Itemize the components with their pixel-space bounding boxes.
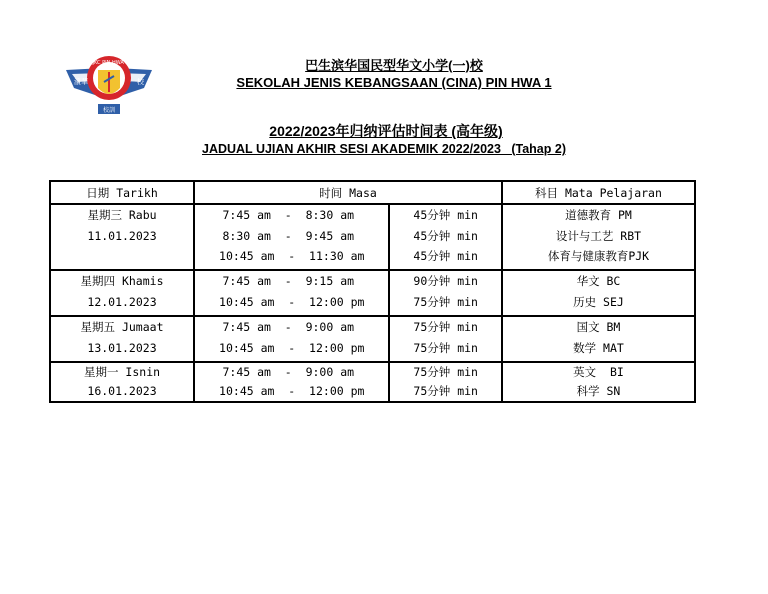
duration: 45分钟 min [413,249,478,263]
subject-cell [502,362,695,402]
day-label: 星期五 Jumaat [80,320,164,334]
day-date-cell [50,316,194,362]
header-date: 日期 Tarikh [50,181,194,204]
duration-cell [389,204,501,270]
time-slot: 7:45 am - 9:15 am [222,274,361,288]
duration: 75分钟 min [413,320,478,334]
table-header-row [50,181,695,204]
duration: 75分钟 min [413,383,478,398]
header-subject: 科目 Mata Pelajaran [502,181,695,204]
subject: 华文 BC [576,274,621,288]
school-name-chinese: 巴生滨华国民型华文小学(一)校 [305,58,483,73]
time-slot: 7:45 am - 9:00 am [222,320,361,334]
subject: 国文 BM [576,320,621,334]
time-slot: 10:45 am - 12:00 pm [219,294,365,309]
date-label: 12.01.2023 [87,294,157,309]
logo-left-text: 濱華 [74,78,88,86]
exam-schedule-table [49,180,696,403]
table-row [50,204,695,270]
subject: 设计与工艺 RBT [555,228,642,243]
time-cell [194,362,389,402]
logo-banner-text: 校訓 [102,107,116,114]
time-cell [194,316,389,362]
header-time: 时间 Masa [194,181,502,204]
time-slot: 7:45 am - 9:00 am [222,365,361,379]
subject: 道德教育 PM [565,208,632,222]
duration-cell [389,270,501,316]
subject: 数学 MAT [573,340,624,355]
day-date-cell [50,270,194,316]
subject-cell [502,270,695,316]
date-label: 16.01.2023 [87,383,157,398]
time-cell [194,204,389,270]
day-date-cell [50,362,194,402]
duration: 75分钟 min [413,340,478,355]
time-slot: 10:45 am - 12:00 pm [219,340,365,355]
time-slot: 10:45 am - 11:30 am [219,249,365,263]
day-label: 星期一 Isnin [84,365,161,379]
table-row [50,316,695,362]
duration: 75分钟 min [413,294,478,309]
time-slot: 8:30 am - 9:45 am [222,228,361,243]
duration-cell [389,316,501,362]
logo-ring-text: SJKC PIN HWA 1 [89,60,129,66]
subject: 英文 BI [573,365,624,379]
subject: 体育与健康教育PJK [547,249,650,263]
duration: 45分钟 min [413,208,478,222]
duration: 45分钟 min [413,228,478,243]
subject-cell [502,316,695,362]
duration: 90分钟 min [413,274,478,288]
table-row [50,270,695,316]
logo-right-text: 一校 [130,78,144,86]
day-label: 星期三 Rabu [87,208,157,222]
duration: 75分钟 min [413,365,478,379]
table-row [50,362,695,402]
time-slot: 7:45 am - 8:30 am [222,208,361,222]
day-date-cell [50,204,194,270]
time-cell [194,270,389,316]
subject-cell [502,204,695,270]
document-title-chinese: 2022/2023年归纳评估时间表 (高年级) [269,123,503,139]
subject: 科学 SN [576,383,621,398]
time-slot: 10:45 am - 12:00 pm [219,383,365,398]
duration-cell [389,362,501,402]
school-name-malay: SEKOLAH JENIS KEBANGSAAN (CINA) PIN HWA 1 [236,75,552,90]
date-label: 13.01.2023 [87,340,157,355]
subject: 历史 SEJ [573,294,624,309]
day-label: 星期四 Khamis [80,274,164,288]
document-title-malay: JADUAL UJIAN AKHIR SESI AKADEMIK 2022/2023 (Tahap 2) [202,142,566,156]
date-label: 11.01.2023 [87,228,157,243]
